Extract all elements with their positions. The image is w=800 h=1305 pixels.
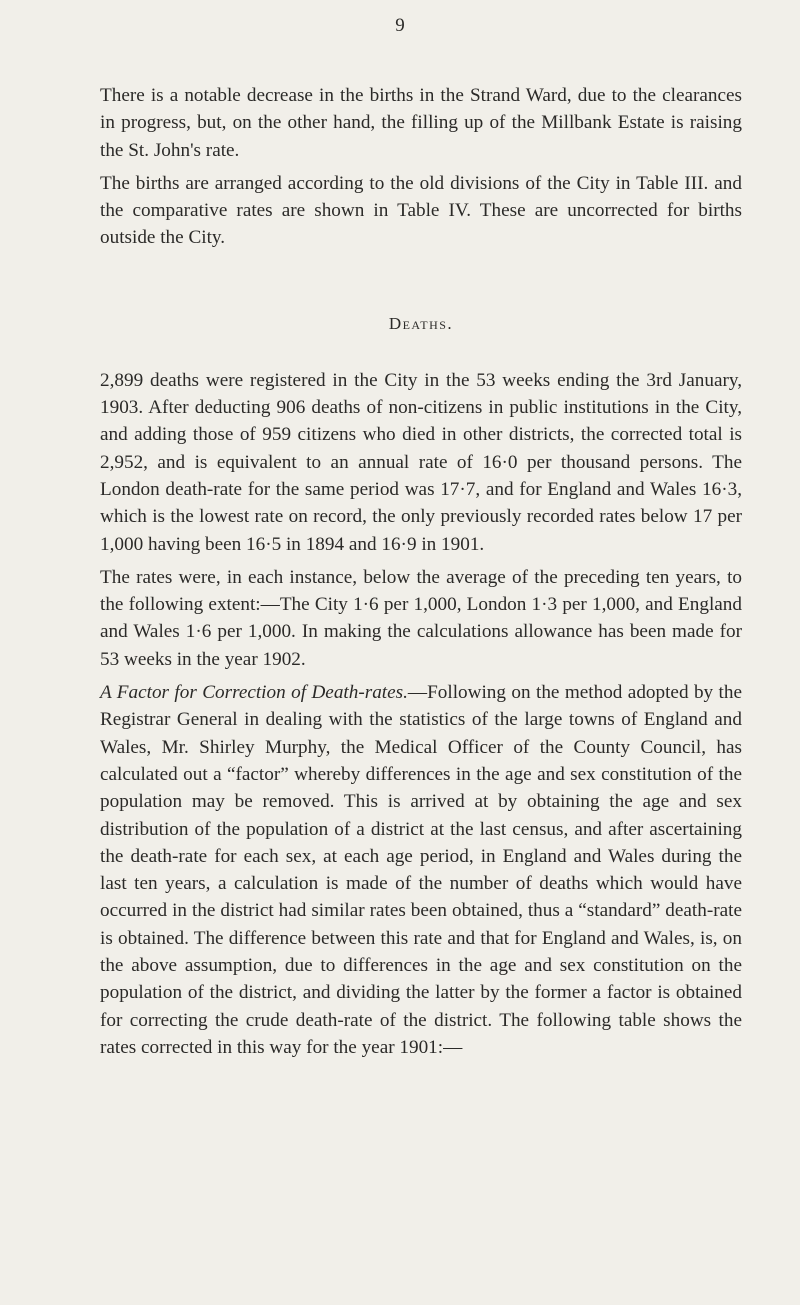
factor-lead: A Factor for Correction of Death-rates. [100, 682, 408, 704]
page-number: 9 [395, 15, 405, 36]
paragraph-births-strand: There is a notable decrease in the births in the Strand Ward, due to the clearances in progress, but, on the other hand, the filling up of the Millbank Estate is raising the St. John's rate. [100, 85, 742, 161]
section-heading-deaths: Deaths. [388, 313, 454, 333]
paragraph-rates-average: The rates were, in each instance, below the average of the preceding ten years, to the following extent:—The City 1·6 per 1,000, London 1·3 per 1,000, and England and Wales 1·6 per 1,000. In making the calculations allowance has been made for 53 weeks in the year 1902. [100, 566, 742, 670]
paragraph-factor-correction [100, 679, 742, 1061]
body-text [100, 82, 742, 1067]
factor-text: —Following on the method adopted by the Registrar General in dealing with the statistics of the large towns of England and Wales, Mr. Shirley Murphy, the Medical Officer of the County Council, has calculated out a “factor” whereby differences in the age and sex constitution of the population may be removed. This is arrived at by obtaining the age and sex distribution of the population of a district at the last census, and after ascertaining the death-rate for each sex, at each age period, in England and Wales during the last ten years, a calculation is made of the number of deaths which would have occurred in the district had similar rates been obtained, thus a “standard” death-rate is obtained. The difference between this rate and that for England and Wales, is, on the above assumption, due to differences in the age and sex constitution on the population of the district, and dividing the latter by the former a factor is obtained for correcting the crude death-rate of the district. The following table shows the rates corrected in this way for the year 1901:— [100, 682, 742, 1058]
paragraph-deaths-registered: 2,899 deaths were registered in the City in the 53 weeks ending the 3rd January, 1903. After deducting 906 deaths of non-citizens in public institutions in the City, and adding those of 959 citizens who died in other districts, the corrected total is 2,952, and is equivalent to an annual rate of 16·0 per thousand persons. The London death-rate for the same period was 17·7, and for England and Wales 16·3, which is the lowest rate on record, the only previously recorded rates below 17 per 1,000 having been 16·5 in 1894 and 16·9 in 1901. [100, 369, 742, 555]
paragraph-births-tables: The births are arranged according to the old divisions of the City in Table III. and the comparative rates are shown in Table IV. These are uncorrected for births outside the City. [100, 172, 742, 249]
